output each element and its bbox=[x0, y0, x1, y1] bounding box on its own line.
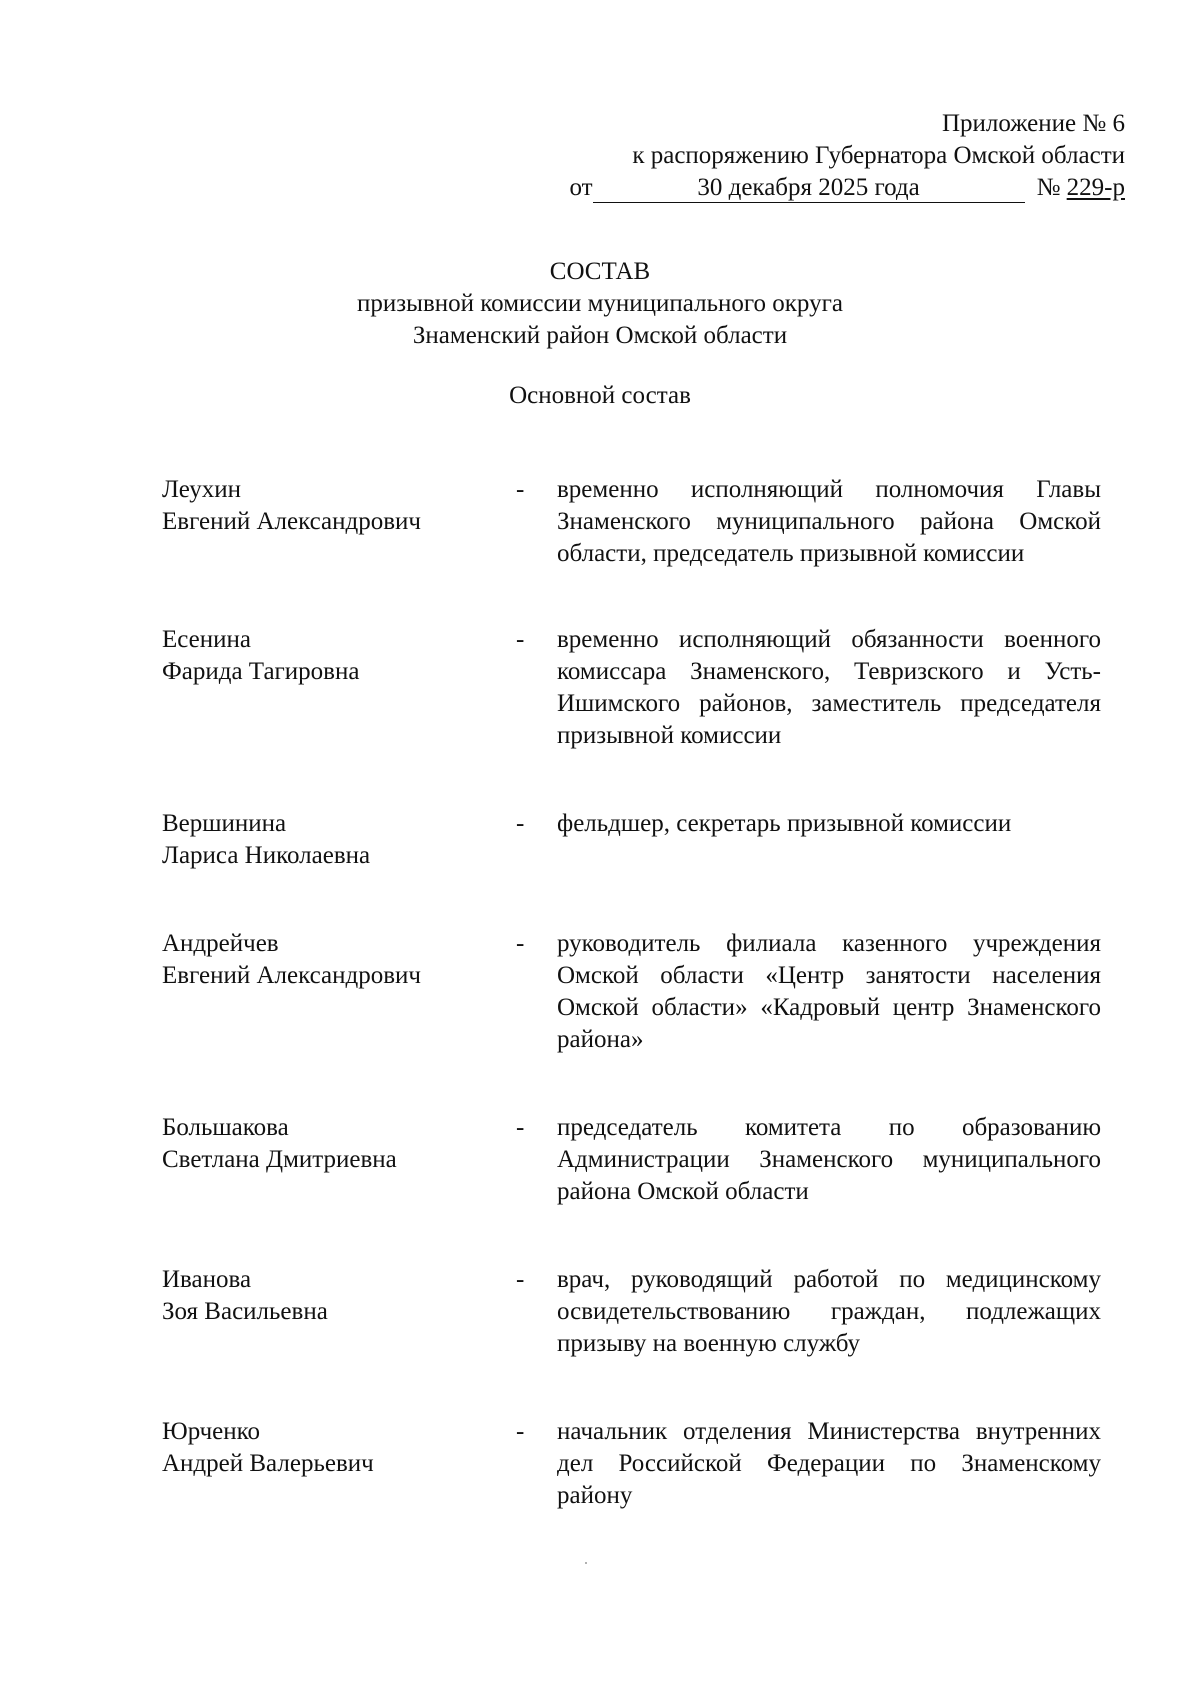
section-title: Основной состав bbox=[509, 382, 691, 409]
dash-separator: - bbox=[516, 930, 525, 957]
scan-speck bbox=[585, 1562, 587, 1564]
member-name bbox=[162, 474, 516, 538]
document-heading bbox=[0, 256, 1200, 352]
member-given-names: Зоя Васильевна bbox=[162, 1298, 328, 1325]
document-subtitle-line2: Знаменский район Омской области bbox=[412, 322, 788, 349]
member-row bbox=[162, 808, 1122, 872]
member-name bbox=[162, 1112, 516, 1176]
member-name bbox=[162, 1264, 516, 1328]
row-spacer bbox=[162, 570, 1122, 624]
member-row bbox=[162, 928, 1122, 1056]
from-label: от bbox=[569, 174, 593, 201]
member-position: фельдшер, секретарь призывной комиссии bbox=[557, 810, 1012, 837]
member-row bbox=[162, 1416, 1122, 1512]
dash-separator: - bbox=[516, 1418, 525, 1445]
number-label: № bbox=[1036, 174, 1061, 201]
member-given-names: Евгений Александрович bbox=[162, 962, 421, 989]
appendix-reference: к распоряжению Губернатора Омской области bbox=[632, 142, 1125, 169]
row-spacer bbox=[162, 752, 1122, 808]
row-spacer bbox=[162, 872, 1122, 928]
document-title: СОСТАВ bbox=[549, 258, 651, 285]
row-spacer bbox=[162, 1208, 1122, 1264]
member-given-names: Андрей Валерьевич bbox=[162, 1450, 374, 1477]
member-surname: Андрейчев bbox=[162, 930, 279, 957]
order-date: 30 декабря 2025 года bbox=[593, 174, 1025, 203]
member-given-names: Фарида Тагировна bbox=[162, 658, 360, 685]
member-row bbox=[162, 474, 1122, 570]
member-surname: Юрченко bbox=[162, 1418, 260, 1445]
member-surname: Иванова bbox=[162, 1266, 252, 1293]
members-list bbox=[162, 474, 1122, 1512]
dash-separator: - bbox=[516, 626, 525, 653]
member-row bbox=[162, 1264, 1122, 1360]
appendix-header bbox=[505, 108, 1125, 204]
row-spacer bbox=[162, 1360, 1122, 1416]
member-name bbox=[162, 808, 516, 872]
member-surname: Вершинина bbox=[162, 810, 287, 837]
member-surname: Большакова bbox=[162, 1114, 289, 1141]
member-name bbox=[162, 1416, 516, 1480]
member-position: председатель комитета по образованию Администрации Знаменского муниципального района Омской области bbox=[557, 1114, 1101, 1205]
dash-separator: - bbox=[516, 1266, 525, 1293]
member-name bbox=[162, 928, 516, 992]
member-name bbox=[162, 624, 516, 688]
member-position: временно исполняющий полномочия Главы Знаменского муниципального района Омской области, председатель призывной комиссии bbox=[557, 476, 1101, 567]
order-date-line bbox=[505, 172, 1125, 204]
member-position: временно исполняющий обязанности военного комиссара Знаменского, Тевризского и Усть-Ишимского районов, заместитель председателя призывной комиссии bbox=[557, 626, 1101, 749]
dash-separator: - bbox=[516, 476, 525, 503]
member-position: руководитель филиала казенного учреждения Омской области «Центр занятости населения Омской области» «Кадровый центр Знаменского района» bbox=[557, 930, 1101, 1053]
member-position: начальник отделения Министерства внутренних дел Российской Федерации по Знаменскому району bbox=[557, 1418, 1101, 1509]
member-position: врач, руководящий работой по медицинскому освидетельствованию граждан, подлежащих призыву на военную службу bbox=[557, 1266, 1101, 1357]
order-number: 229-р bbox=[1066, 174, 1125, 201]
dash-separator: - bbox=[516, 1114, 525, 1141]
dash-separator: - bbox=[516, 810, 525, 837]
row-spacer bbox=[162, 1056, 1122, 1112]
member-given-names: Евгений Александрович bbox=[162, 508, 421, 535]
member-row bbox=[162, 1112, 1122, 1208]
member-surname: Есенина bbox=[162, 626, 252, 653]
appendix-number: Приложение № 6 bbox=[941, 110, 1125, 137]
document-subtitle-line1: призывной комиссии муниципального округа bbox=[357, 290, 843, 317]
member-given-names: Светлана Дмитриевна bbox=[162, 1146, 397, 1173]
member-surname: Леухин bbox=[162, 476, 242, 503]
member-row bbox=[162, 624, 1122, 752]
member-given-names: Лариса Николаевна bbox=[162, 842, 371, 869]
